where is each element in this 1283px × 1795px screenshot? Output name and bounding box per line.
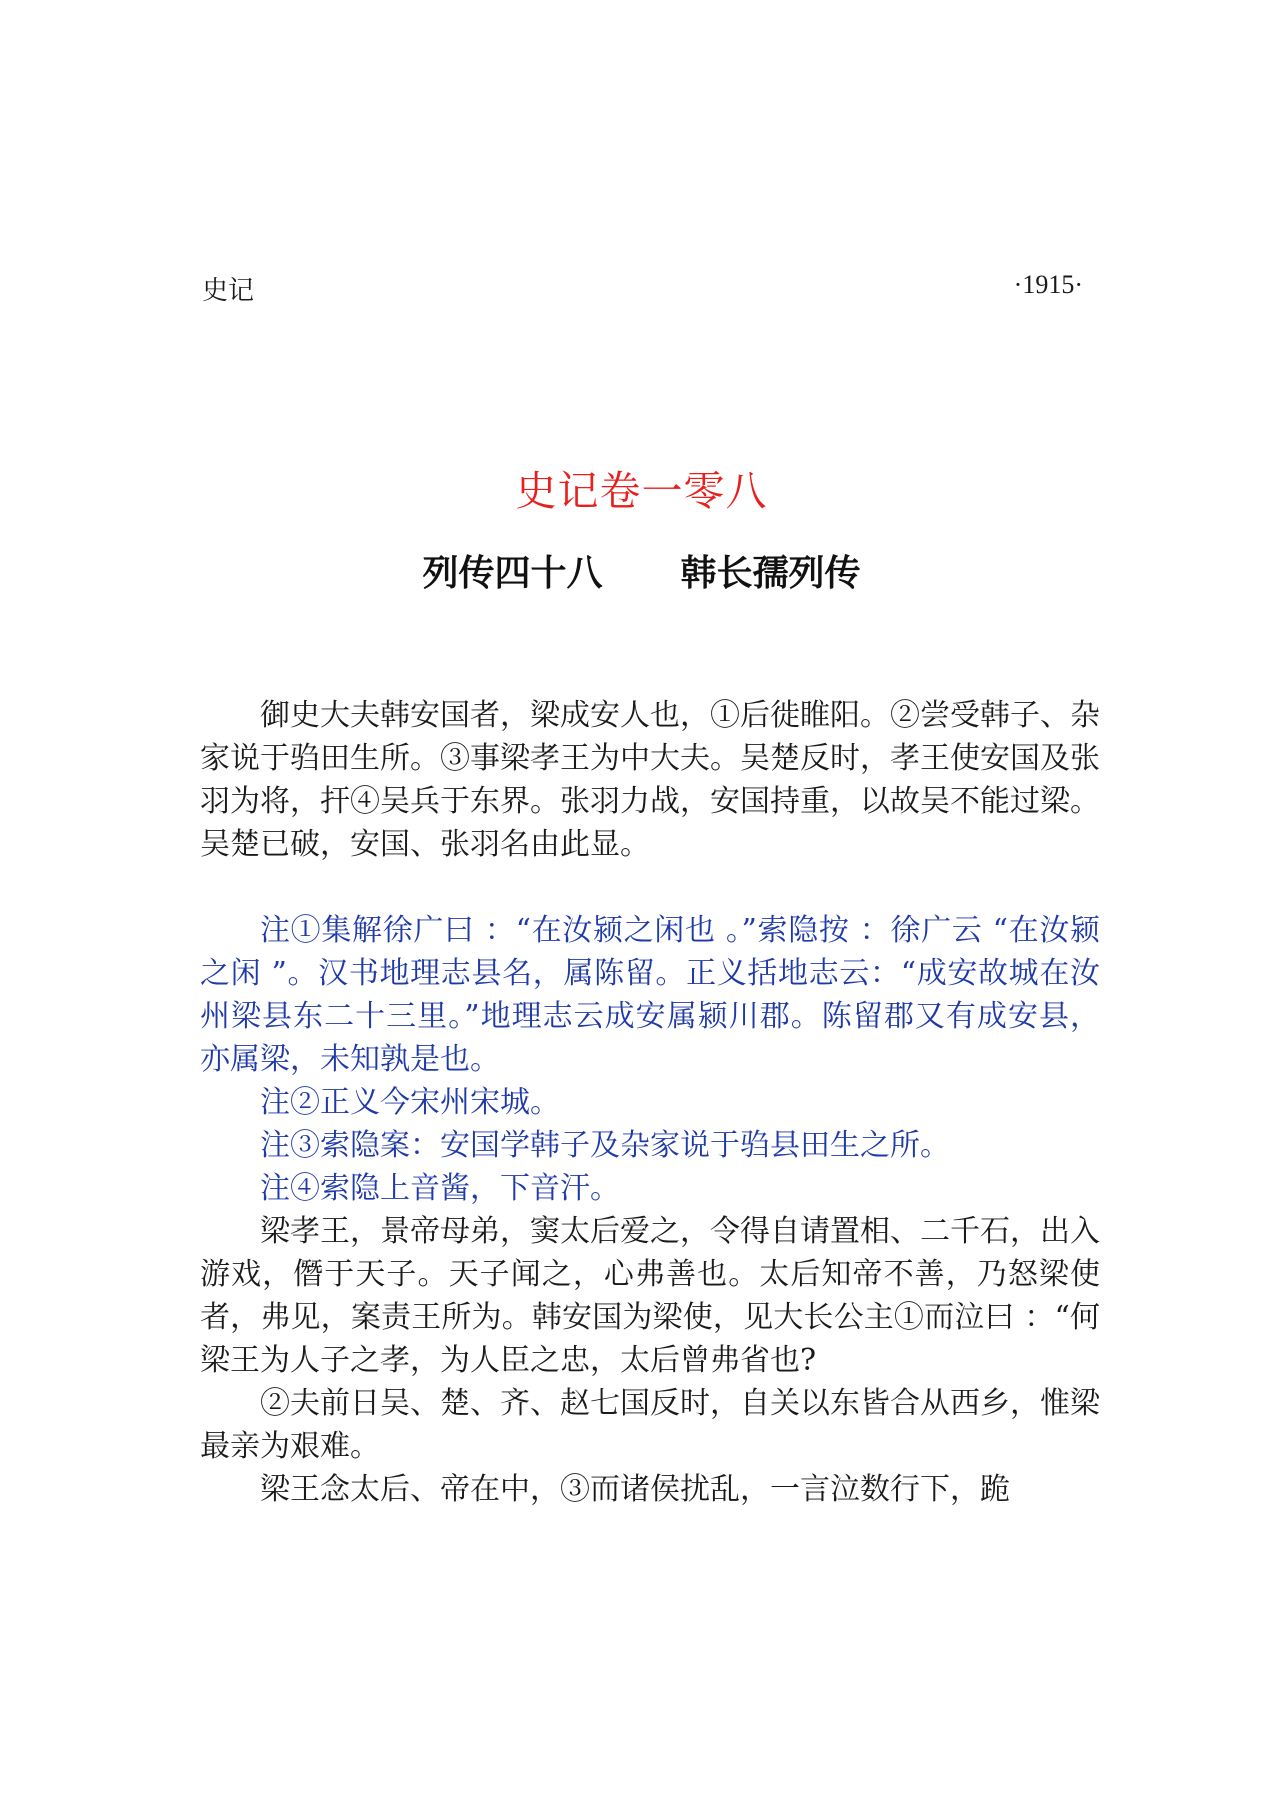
running-head [202, 270, 1083, 310]
note-paragraph: 注④索隐上音酱，下音汗。 [260, 1171, 620, 1206]
note-paragraph: 注③索隐案：安国学韩子及杂家说于驺县田生之所。 [260, 1128, 950, 1163]
running-head-book-title: 史记 [202, 276, 255, 306]
note-paragraph: 注②正义今宋州宋城。 [260, 1085, 560, 1120]
body-paragraph: ②夫前日吴、楚、齐、赵七国反时，自关以东皆合从西乡，惟梁最亲为艰难。 [200, 1386, 1100, 1464]
body-paragraph: 梁孝王，景帝母弟，窦太后爱之，令得自请置相、二千石，出入游戏，僭于天子。天子闻之，心弗善也。太后知帝不善，乃怒梁使者，弗见，案责王所为。韩安国为梁使，见大长公主①而泣曰 ：“何梁王为人子之孝，为人臣之忠，太后曾弗省也? [200, 1214, 1100, 1378]
chapter-section: 列传四十八 [422, 553, 603, 594]
chapter-name: 韩长孺列传 [680, 553, 861, 594]
body-text [200, 694, 1100, 1511]
chapter-title [0, 545, 1283, 596]
body-paragraph: 御史大夫韩安国者，梁成安人也，①后徙睢阳。②尝受韩子、杂家说于驺田生所。③事梁孝王为中大夫。吴楚反时，孝王使安国及张羽为将，扞④吴兵于东界。张羽力战，安国持重，以故吴不能过梁。吴楚已破，安国、张羽名由此显。 [200, 698, 1100, 862]
paragraph-gap [200, 866, 1100, 909]
page-number: ·1915· [1013, 270, 1083, 299]
volume-title: 史记卷一零八 [515, 467, 768, 515]
note-paragraph: 注①集解徐广曰 ：“在汝颍之闲也 。”索隐按 ：徐广云 “在汝颍之闲 ”。汉书地理志县名，属陈留。正义括地志云：“成安故城在汝州梁县东二十三里。”地理志云成安属颍川郡。陈留郡又有成安县，亦属梁，未知孰是也。 [200, 913, 1100, 1077]
body-paragraph: 梁王念太后、帝在中，③而诸侯扰乱，一言泣数行下，跪 [260, 1472, 1010, 1507]
